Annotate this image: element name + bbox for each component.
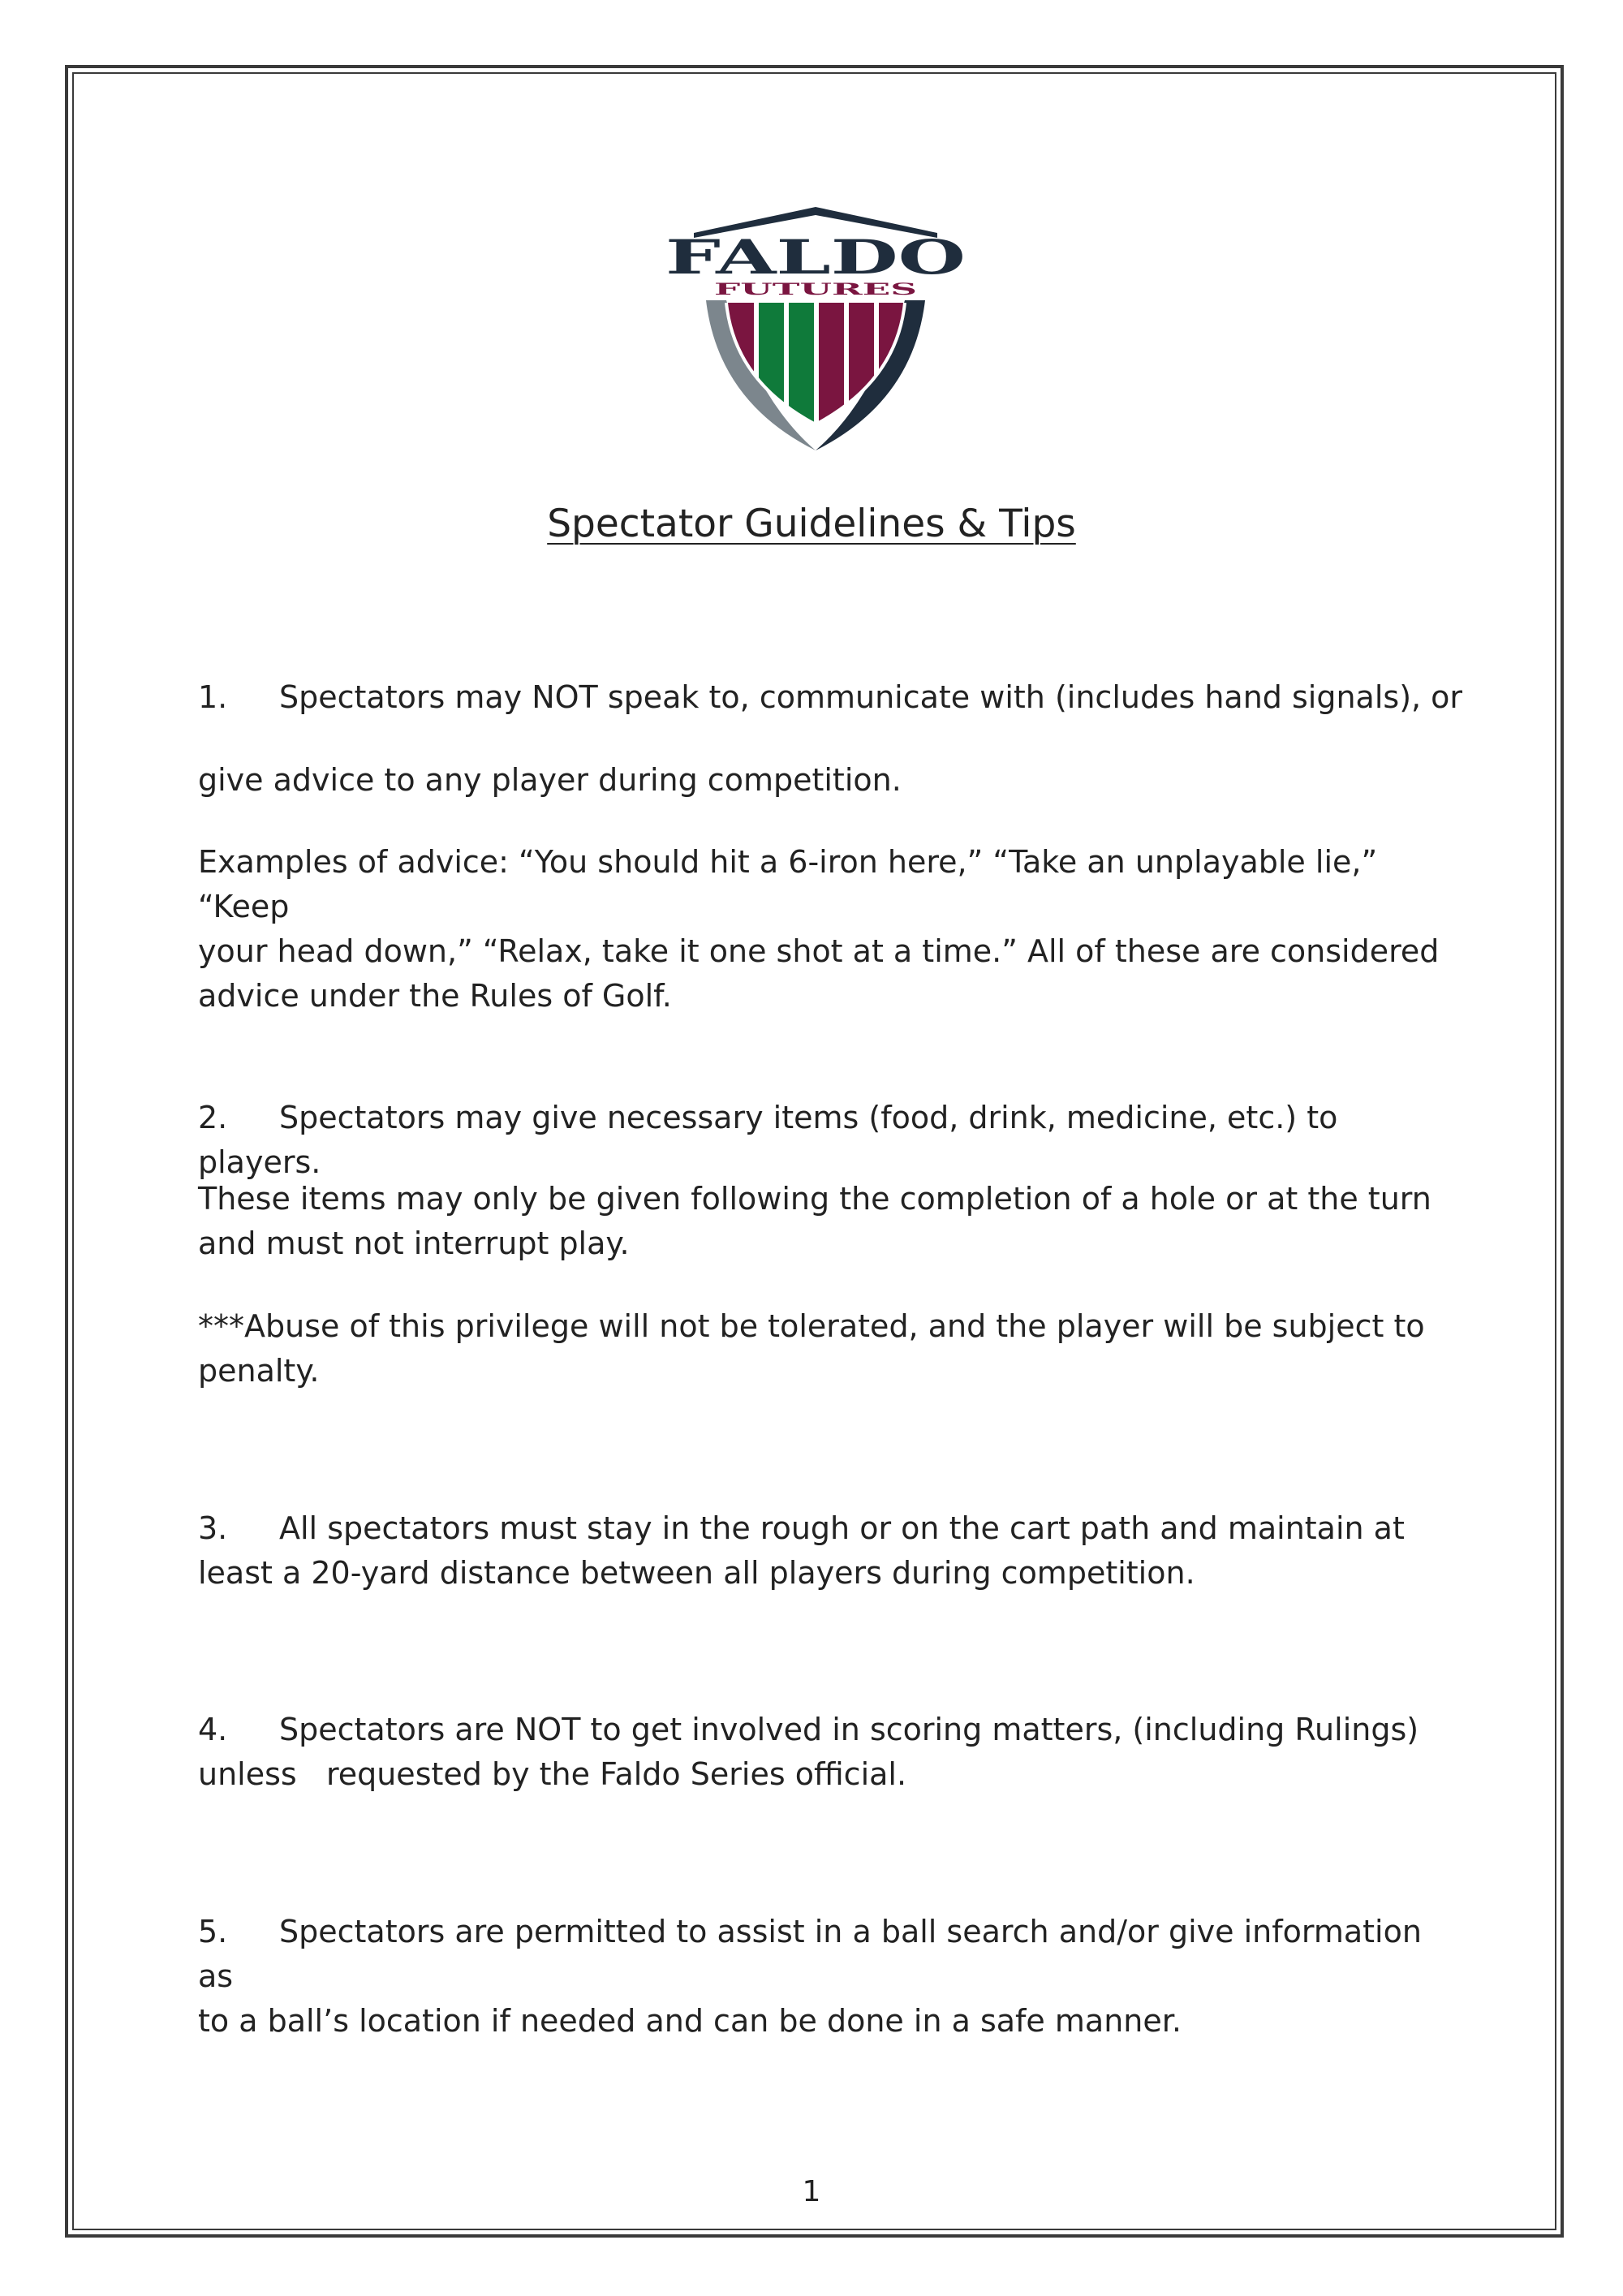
item-2-warning-line: ***Abuse of this privilege will not be tolerated, and the player will be subject to — [198, 1308, 1425, 1344]
item-5 — [198, 1910, 1464, 2044]
item-4-text: Spectators are NOT to get involved in scoring matters, (including Rulings) — [279, 1712, 1419, 1747]
item-1-example-line: Examples of advice: “You should hit a 6-iron here,” “Take an unplayable lie,” “Keep — [198, 844, 1378, 924]
item-4-second-line: unless requested by the Faldo Series official. — [198, 1756, 907, 1792]
item-1-first-line — [198, 675, 1464, 720]
page-title: Spectator Guidelines & Tips — [547, 502, 1076, 546]
item-2-text: Spectators may give necessary items (food, drink, medicine, etc.) to players. — [198, 1100, 1338, 1180]
item-1-example-paragraph — [198, 840, 1464, 1019]
item-2-warning-line: penalty. — [198, 1353, 320, 1389]
item-4-number: 4. — [198, 1712, 228, 1747]
item-3 — [198, 1506, 1464, 1596]
item-1-example-line: advice under the Rules of Golf. — [198, 978, 672, 1014]
item-1-example-line: your head down,” “Relax, take it one shot at a time.” All of these are considered — [198, 933, 1440, 969]
item-5-text: Spectators are permitted to assist in a ball search and/or give information as — [198, 1914, 1422, 1994]
item-5-number: 5. — [198, 1914, 228, 1949]
logo-wordmark: FALDO — [665, 230, 966, 285]
page-number: 1 — [802, 2175, 821, 2208]
item-3-text: All spectators must stay in the rough or on the cart path and maintain at — [279, 1510, 1405, 1546]
item-2-warning-paragraph — [198, 1304, 1464, 1394]
item-2-paragraph — [198, 1177, 1464, 1266]
item-3-number: 3. — [198, 1510, 228, 1546]
item-4 — [198, 1708, 1464, 1797]
item-2-paragraph-line: These items may only be given following the completion of a hole or at the turn — [198, 1181, 1431, 1217]
item-3-second-line: least a 20-yard distance between all players during competition. — [198, 1555, 1195, 1591]
logo-subword: FUTURES — [714, 279, 917, 299]
item-2-paragraph-line: and must not interrupt play. — [198, 1226, 630, 1261]
item-2-number: 2. — [198, 1100, 228, 1135]
item-2-first-line — [198, 1096, 1464, 1185]
item-1-text: Spectators may NOT speak to, communicate with (includes hand signals), or — [279, 679, 1463, 715]
faldo-futures-logo — [661, 207, 970, 450]
item-5-second-line: to a ball’s location if needed and can be done in a safe manner. — [198, 2003, 1182, 2039]
item-1-continuation: give advice to any player during competition. — [198, 762, 902, 798]
item-1-number: 1. — [198, 679, 228, 715]
